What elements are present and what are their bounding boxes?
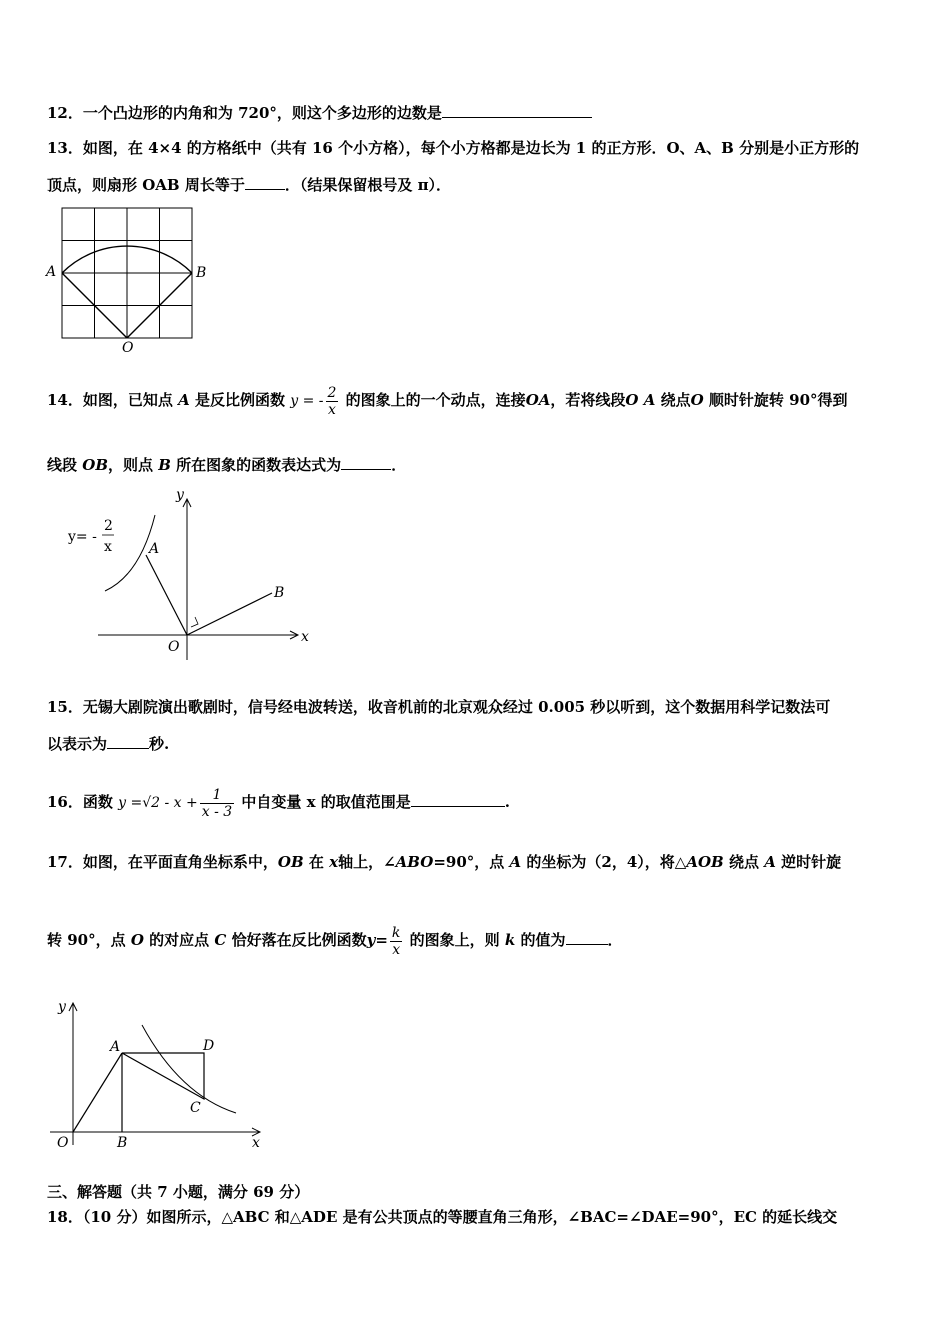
q14-fig-func-lhs: y= - xyxy=(68,529,97,545)
q14-formula-lhs: y = - xyxy=(290,393,324,409)
q14-fig-func-den: x xyxy=(104,539,112,555)
q13-label-b: B xyxy=(196,265,207,281)
q17-line2g: ． xyxy=(607,931,623,949)
q17-fig-label-c: C xyxy=(190,1100,201,1116)
q17-line1e: 的坐标为（2，4），将△ xyxy=(526,853,687,871)
q13-line1: 13．如图，在 4×4 的方格纸中（共有 16 个小方格），每个小方格都是边长为 1 的正方形．O、A、B 分别是小正方形的 xyxy=(47,139,860,157)
q15-line1: 15．无锡大剧院演出歌剧时，信号经电波转送，收音机前的北京观众经过 0.005 秒以听到，这个数据用科学记数法可 xyxy=(47,698,831,716)
q14-oa: OA xyxy=(525,391,551,409)
q17-line1g: 逆时针旋 xyxy=(781,853,842,871)
q14-fraction xyxy=(326,385,339,418)
q16-post: 中自变量 x 的取值范围是 xyxy=(241,793,411,811)
q17-fig-label-x: x xyxy=(252,1135,260,1151)
q14-fig-label-y: y xyxy=(176,487,184,503)
q14-post3: 绕点 xyxy=(660,391,691,409)
q14-fig-label-b: B xyxy=(274,585,285,601)
q14-mid: 是反比例函数 xyxy=(194,391,285,409)
q13-answer-blank[interactable] xyxy=(245,175,285,190)
q14-line2d: ． xyxy=(391,456,407,474)
q14-post1: 的图象上的一个动点，连接 xyxy=(345,391,526,409)
q14-line2b: ，则点 xyxy=(108,456,154,474)
q17-y: y xyxy=(366,931,376,949)
q17-aob: AOB xyxy=(686,853,724,871)
q17-line2d: = xyxy=(375,931,388,949)
q14-segment-ob xyxy=(187,593,272,635)
q17-a: A xyxy=(509,853,522,871)
q14-post2: ，若将线段 xyxy=(550,391,626,409)
q18-text: 18．（10 分）如图所示，△ABC 和△ADE 是有公共顶点的等腰直角三角形，∠BAC=∠DAE=90°，EC 的延长线交 xyxy=(47,1208,838,1226)
q16-end: . xyxy=(504,793,511,811)
q14-ob: OB xyxy=(82,456,108,474)
q17-figure xyxy=(40,995,280,1155)
q13-line2a: 顶点，则扇形 OAB 周长等于 xyxy=(47,176,245,194)
q13-grid-figure xyxy=(40,200,220,360)
q17-fig-label-d: D xyxy=(203,1038,215,1054)
q16-formula: y =√2 - x + xyxy=(118,795,198,811)
q17-answer-blank[interactable] xyxy=(566,930,608,945)
question-14-line1 xyxy=(47,382,848,419)
q14-post4: 顺时针旋转 90°得到 xyxy=(708,391,848,409)
q16-answer-blank[interactable] xyxy=(411,792,505,807)
q14-frac-den: x xyxy=(328,401,336,418)
q13-label-o: O xyxy=(122,340,134,356)
q17-hyperbola xyxy=(142,1025,236,1113)
section-3-heading xyxy=(47,1182,309,1202)
q15-answer-blank[interactable] xyxy=(107,734,149,749)
q14-pre: 14．如图，已知点 xyxy=(47,391,173,409)
q17-line1d: =90°，点 xyxy=(433,853,505,871)
question-14-line2 xyxy=(47,455,406,475)
q16-frac-den: x - 3 xyxy=(201,803,233,820)
q13-line2b: ．（结果保留根号及 π）． xyxy=(284,176,452,194)
q14-point-a: A xyxy=(178,391,190,409)
question-12 xyxy=(47,103,592,123)
q17-a2: A xyxy=(764,853,776,871)
q14-segment-oa xyxy=(146,555,187,635)
q14-line2c: 所在图象的函数表达式为 xyxy=(176,456,342,474)
q17-fig-label-o: O xyxy=(57,1135,69,1151)
question-17-line2 xyxy=(47,922,623,958)
q17-line2f: 的值为 xyxy=(520,931,566,949)
question-16 xyxy=(47,784,510,821)
question-13-line2 xyxy=(47,175,451,195)
q17-line1f: 绕点 xyxy=(728,853,759,871)
q17-fraction xyxy=(390,925,402,958)
q17-line2a: 转 90°，点 xyxy=(47,931,126,949)
q14-right-angle-mark xyxy=(191,617,198,627)
q17-k: k xyxy=(504,931,516,949)
q17-line1a: 17．如图，在平面直角坐标系中， xyxy=(47,853,278,871)
q17-line2e: 的图象上，则 xyxy=(409,931,500,949)
question-15-line1 xyxy=(47,697,830,717)
q16-frac-num: 1 xyxy=(212,786,222,803)
q17-segment-oa xyxy=(73,1053,122,1132)
q14-figure xyxy=(60,485,330,665)
question-13-line1 xyxy=(47,138,859,158)
q17-c: C xyxy=(214,931,227,949)
q14-answer-blank[interactable] xyxy=(341,455,391,470)
q17-line2b: 的对应点 xyxy=(149,931,210,949)
q14-frac-num: 2 xyxy=(327,384,337,401)
q17-line1b: 在 xyxy=(308,853,324,871)
q14-oa2: O A xyxy=(625,391,656,409)
section-3-title: 三、解答题（共 7 小题，满分 69 分） xyxy=(47,1183,310,1201)
q17-o: O xyxy=(130,931,144,949)
q15-line2b: 秒. xyxy=(149,735,170,753)
q12-text: 12．一个凸边形的内角和为 720°，则这个多边形的边数是 xyxy=(47,104,442,122)
q17-fig-label-y: y xyxy=(58,999,66,1015)
q16-fraction xyxy=(200,787,234,820)
q17-x: x xyxy=(329,853,339,871)
q17-line2c: 恰好落在反比例函数 xyxy=(231,931,367,949)
q14-fig-label-a: A xyxy=(149,541,160,557)
q17-ob: OB xyxy=(277,853,304,871)
q17-frac-num: k xyxy=(391,924,401,941)
question-15-line2 xyxy=(47,734,169,754)
q14-fig-label-o: O xyxy=(168,639,180,655)
q15-line2a: 以表示为 xyxy=(47,735,108,753)
q13-label-a: A xyxy=(46,264,57,280)
q14-line2a: 线段 xyxy=(47,456,78,474)
q14-b: B xyxy=(158,456,171,474)
q16-pre: 16．函数 xyxy=(47,793,113,811)
q17-fig-label-a: A xyxy=(110,1039,121,1055)
question-18 xyxy=(47,1207,837,1227)
q17-frac-den: x xyxy=(392,941,401,958)
q17-angle: ∠ABO xyxy=(383,853,434,871)
q17-line1c: 轴上， xyxy=(338,853,384,871)
q14-fig-func-num: 2 xyxy=(104,518,113,534)
q12-answer-blank[interactable] xyxy=(442,103,592,118)
q17-triangle-adc xyxy=(122,1053,204,1099)
question-17-line1 xyxy=(47,852,841,872)
q14-fig-label-x: x xyxy=(301,629,309,645)
q14-o: O xyxy=(690,391,704,409)
q17-fig-label-b: B xyxy=(117,1135,128,1151)
